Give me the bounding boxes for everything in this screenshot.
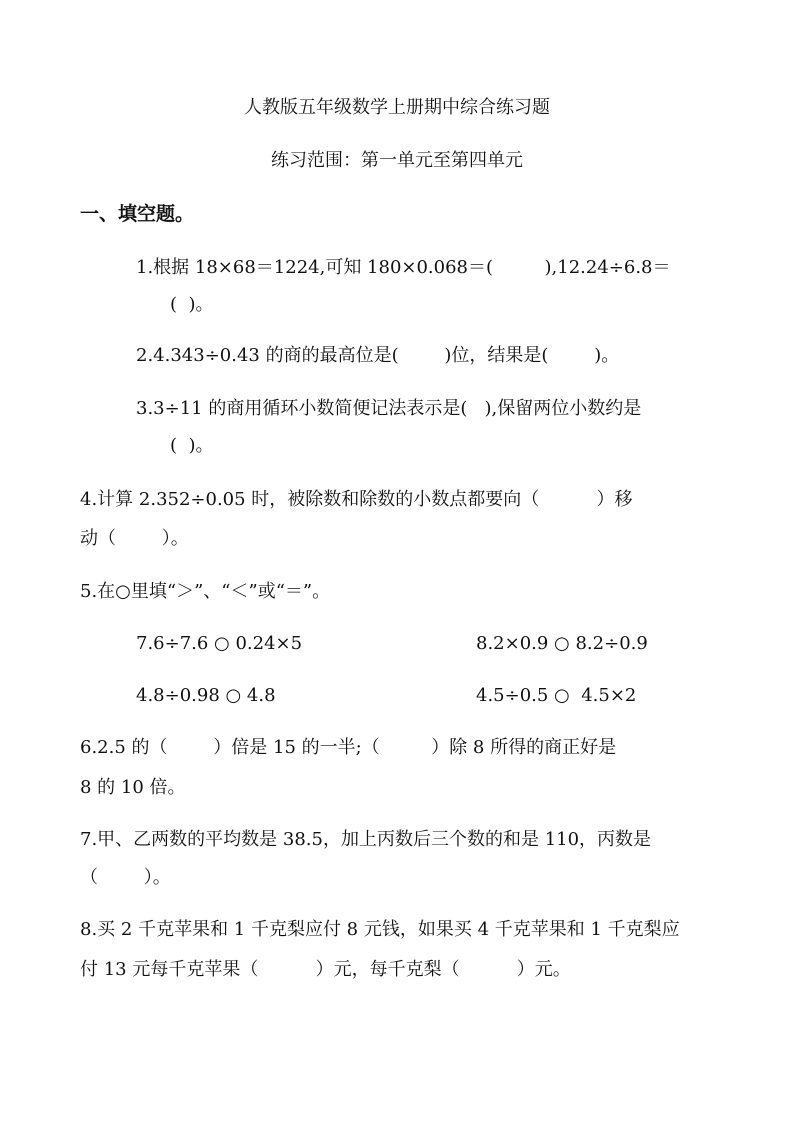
- question-8-line-1: 8.买 2 千克苹果和 1 千克梨应付 8 元钱，如果买 4 千克苹果和 1 千克梨应: [80, 919, 680, 940]
- question-3-line-1: 3.3÷11 的商用循环小数简便记法表示是( ),保留两位小数约是: [136, 398, 642, 419]
- question-8-line-2: 付 13 元每千克苹果（ ）元，每千克梨（ ）元。: [80, 959, 571, 980]
- question-7-line-1: 7.甲、乙两数的平均数是 38.5，加上丙数后三个数的和是 110，丙数是: [80, 829, 652, 850]
- comparison-3: 4.8÷0.98 ○ 4.8: [136, 685, 276, 706]
- question-6-line-2: 8 的 10 倍。: [80, 777, 186, 798]
- question-1-line-1: 1.根据 18×68＝1224,可知 180×0.068＝( ),12.24÷6.8＝: [136, 257, 671, 278]
- comparison-1: 7.6÷7.6 ○ 0.24×5: [136, 633, 303, 654]
- comparison-4: 4.5÷0.5 ○ 4.5×2: [476, 685, 637, 706]
- section-heading: 一、填空题。: [80, 203, 195, 225]
- question-7-line-2: （ ）。: [80, 867, 171, 888]
- question-4-line-1: 4.计算 2.352÷0.05 时，被除数和除数的小数点都要向（ ）移: [80, 489, 633, 510]
- page-subtitle: 练习范围：第一单元至第四单元: [271, 150, 523, 171]
- question-4-line-2: 动（ ）。: [80, 528, 189, 549]
- question-2-line-1: 2.4.343÷0.43 的商的最高位是( )位，结果是( )。: [136, 345, 620, 366]
- comparison-2: 8.2×0.9 ○ 8.2÷0.9: [476, 633, 648, 654]
- page-title: 人教版五年级数学上册期中综合练习题: [244, 97, 550, 118]
- question-5-line-1: 5.在○里填“＞”、“＜”或“＝”。: [80, 581, 331, 602]
- question-1-line-2: ( )。: [170, 294, 214, 315]
- question-6-line-1: 6.2.5 的（ ）倍是 15 的一半;（ ）除 8 所得的商正好是: [80, 737, 617, 758]
- question-3-line-2: ( )。: [170, 435, 214, 456]
